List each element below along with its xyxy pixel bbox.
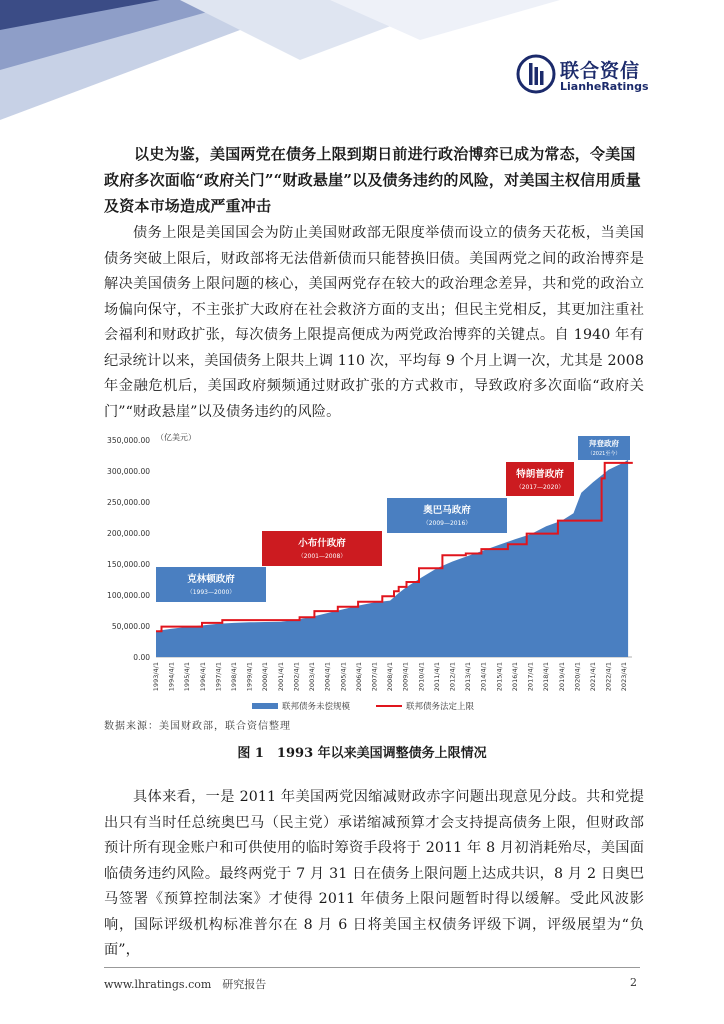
x-tick-label: 2004/4/1	[323, 662, 332, 692]
logo-mark-icon	[516, 54, 556, 94]
x-tick-label: 2020/4/1	[573, 662, 582, 692]
x-tick-label: 2001/4/1	[276, 662, 285, 692]
x-tick-label: 2006/4/1	[354, 662, 363, 692]
x-tick-label: 2015/4/1	[495, 662, 504, 692]
annotation-years: （2001—2008）	[297, 553, 347, 560]
section-heading: 以史为鉴，美国两党在债务上限到期日前进行政治博弈已成为常态，令美国政府多次面临“政府关门”“财政悬崖”以及债务违约的风险，对美国主权信用质量及资本市场造成严重冲击	[104, 145, 641, 215]
paragraph-2: 具体来看，一是 2011 年美国两党因缩减财政赤字问题出现意见分歧。共和党提出只有当时任总统奥巴马（民主党）承诺缩减预算才会支持提高债务上限，但财政部预计所有现金账户和可供使用的临时筹资手段将于 2011 年 8 月初消耗殆尽，美国面临债务违约风险。最终两党于 7 月 31 日在债务上限问题上达成共识，8 月 2 日奥巴马签署《预算控制法案》才使得 2011 年债务上限问题暂时得以缓解。受此风波影响，国际评级机构标准普尔在 8 月 6 日将美国主权债务评级下调，评级展望为“负面”，	[104, 789, 644, 958]
x-tick-label: 2010/4/1	[417, 662, 426, 692]
legend-label-outstanding-debt: 联邦债务未偿规模	[282, 702, 351, 712]
x-axis	[152, 662, 628, 691]
debt-ceiling-chart	[104, 426, 644, 736]
x-tick-label: 1995/4/1	[183, 662, 192, 692]
annotation-years: （2017—2020）	[515, 484, 565, 491]
data-source: 数据来源：美国财政部，联合资信整理	[104, 721, 291, 732]
y-tick-label: 300,000.00	[107, 467, 150, 476]
logo-name-en: LianheRatings	[560, 80, 649, 93]
x-tick-label: 1998/4/1	[230, 662, 238, 692]
annotation-years: （1993—2000）	[186, 589, 236, 596]
footer-divider	[104, 967, 640, 968]
x-tick-label: 2008/4/1	[386, 662, 395, 692]
annotation-name: 奥巴马政府	[423, 505, 471, 516]
x-tick-label: 2005/4/1	[339, 662, 348, 692]
x-tick-label: 2012/4/1	[448, 662, 457, 692]
y-tick-label: 350,000.00	[107, 436, 150, 445]
legend-label-debt-ceiling: 联邦债务法定上限	[406, 702, 475, 712]
y-tick-label: 150,000.00	[107, 560, 150, 569]
x-tick-label: 2021/4/1	[589, 662, 597, 692]
annotation-years: （2009—2016）	[422, 520, 472, 527]
x-tick-label: 2016/4/1	[511, 662, 519, 692]
y-tick-label: 50,000.00	[111, 622, 150, 631]
x-tick-label: 2000/4/1	[261, 662, 270, 692]
x-tick-label: 2009/4/1	[401, 662, 410, 692]
x-tick-label: 2019/4/1	[557, 662, 566, 692]
x-tick-label: 2007/4/1	[370, 662, 379, 692]
figure-caption: 图 1 1993 年以来美国调整债务上限情况	[237, 746, 487, 761]
annotation-name: 特朗普政府	[516, 469, 564, 480]
x-tick-label: 1994/4/1	[167, 662, 176, 692]
footer-site: www.lhratings.com 研究报告	[104, 978, 267, 991]
annotation-name: 克林顿政府	[187, 574, 235, 585]
x-tick-label: 1997/4/1	[214, 662, 223, 692]
logo-name-cn: 联合资信	[560, 60, 641, 82]
x-tick-label: 2002/4/1	[292, 662, 301, 692]
x-tick-label: 2018/4/1	[542, 662, 551, 692]
x-tick-label: 2022/4/1	[604, 662, 613, 692]
y-axis	[107, 436, 150, 662]
x-tick-label: 2017/4/1	[526, 662, 535, 692]
y-tick-label: 250,000.00	[107, 498, 150, 507]
page-number: 2	[630, 976, 637, 989]
x-tick-label: 1993/4/1	[152, 662, 160, 692]
x-tick-label: 1996/4/1	[198, 662, 207, 692]
x-tick-label: 1999/4/1	[245, 662, 254, 692]
paragraph-1: 债务上限是美国国会为防止美国财政部无限度举债而设立的债务天花板，当美国债务突破上限后，财政部将无法借新债而只能替换旧债。美国两党之间的政治博弈是解决美国债务上限问题的核心，美国两党存在较大的政治理念差异，共和党的政治立场偏向保守，不主张扩大政府在社会救济方面的支出；但民主党相反，其更加注重社会福利和财政扩张，每次债务上限提高便成为两党政治博弈的关键点。自 1940 年有纪录统计以来，美国债务上限共上调 110 次，平均每 9 个月上调一次，尤其是 2008 年金融危机后，美国政府频频通过财政扩张的方式救市，导致政府多次面临“政府关门”“财政悬崖”以及债务违约的风险。	[104, 225, 644, 420]
x-tick-label: 2011/4/1	[432, 662, 441, 692]
annotation-name: 拜登政府	[589, 439, 619, 448]
x-tick-label: 2013/4/1	[464, 662, 473, 692]
legend-swatch-outstanding-debt	[252, 703, 278, 709]
annotation-years: （2021至今）	[587, 451, 621, 457]
legend	[252, 701, 475, 712]
y-tick-label: 200,000.00	[107, 529, 150, 538]
company-logo	[516, 50, 656, 98]
chart-unit-label: （亿美元）	[156, 433, 196, 442]
x-tick-label: 2014/4/1	[479, 662, 488, 692]
y-tick-label: 100,000.00	[107, 591, 150, 600]
x-tick-label: 2003/4/1	[308, 662, 317, 692]
y-tick-label: 0.00	[133, 653, 150, 662]
annotation-name: 小布什政府	[298, 538, 346, 549]
x-tick-label: 2023/4/1	[620, 662, 629, 692]
